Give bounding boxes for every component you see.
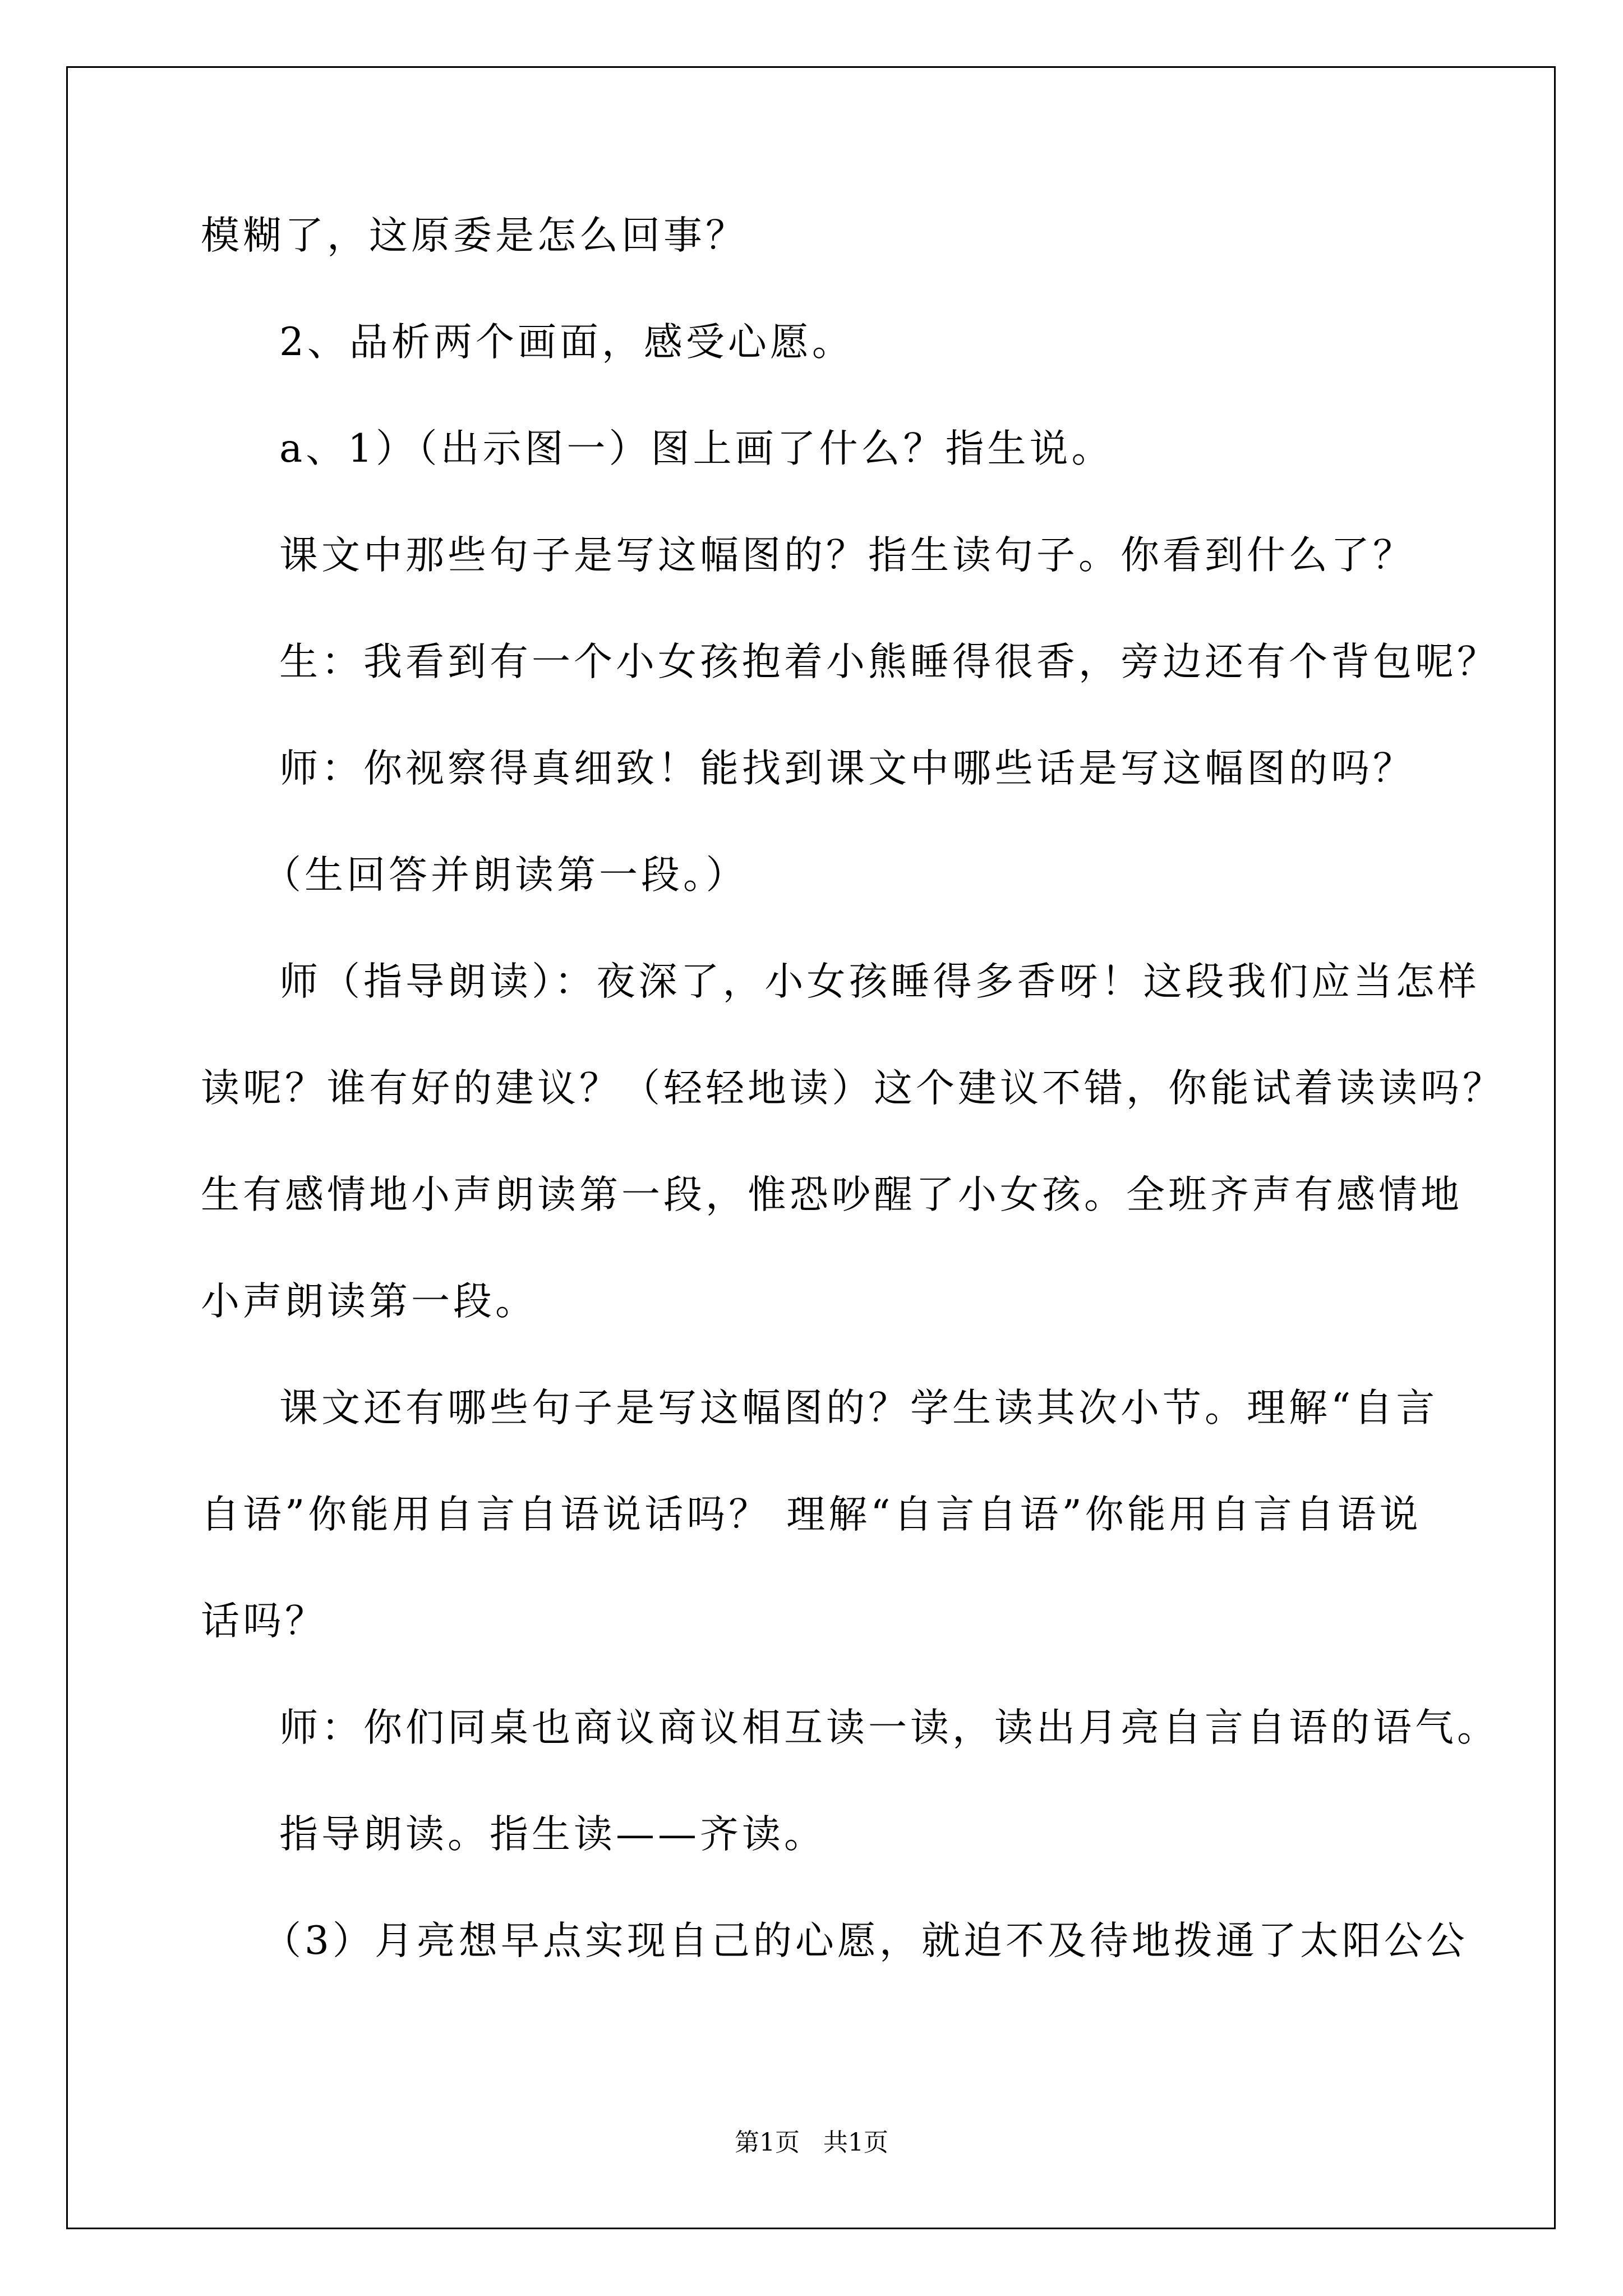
- page-number-current: 第1页: [735, 2128, 800, 2157]
- text-line-16: 指导朗读。指生读——齐读。: [279, 1812, 826, 1857]
- text-line-3: a、1）（出示图一）图上画了什么？指生说。: [279, 426, 1114, 471]
- text-line-6: 师：你视察得真细致！能找到课文中哪些话是写这幅图的吗？: [279, 746, 1415, 791]
- text-line-13: 自语”你能用自言自语说话吗？ 理解“自言自语”你能用自言自语说: [201, 1492, 1422, 1537]
- text-line-12: 课文还有哪些句子是写这幅图的？学生读其次小节。理解“自言: [279, 1386, 1438, 1430]
- text-line-1: 模糊了，这原委是怎么回事？: [201, 213, 748, 258]
- text-line-4: 课文中那些句子是写这幅图的？指生读句子。你看到什么了？: [279, 533, 1415, 578]
- page-footer: [0, 2127, 1623, 2159]
- text-line-11: 小声朗读第一段。: [201, 1279, 537, 1324]
- text-line-8: 师（指导朗读）：夜深了，小女孩睡得多香呀！这段我们应当怎样: [279, 959, 1480, 1004]
- page-border: [66, 66, 1556, 2229]
- text-line-5: 生：我看到有一个小女孩抱着小熊睡得很香，旁边还有个背包呢？: [279, 639, 1499, 684]
- text-line-2: 2、品析两个画面，感受心愿。: [279, 320, 854, 365]
- text-line-10: 生有感情地小声朗读第一段，惟恐吵醒了小女孩。全班齐声有感情地: [201, 1172, 1463, 1217]
- text-line-7: （生回答并朗读第一段。）: [262, 853, 748, 898]
- text-line-17: （3）月亮想早点实现自己的心愿，就迫不及待地拨通了太阳公公: [262, 1918, 1468, 1963]
- page-number-total: 共1页: [823, 2128, 888, 2157]
- text-line-9: 读呢？谁有好的建议？（轻轻地读）这个建议不错，你能试着读读吗？: [201, 1066, 1505, 1111]
- text-line-14: 话吗？: [201, 1599, 327, 1644]
- text-line-15: 师：你们同桌也商议商议相互读一读，读出月亮自言自语的语气。: [279, 1705, 1499, 1750]
